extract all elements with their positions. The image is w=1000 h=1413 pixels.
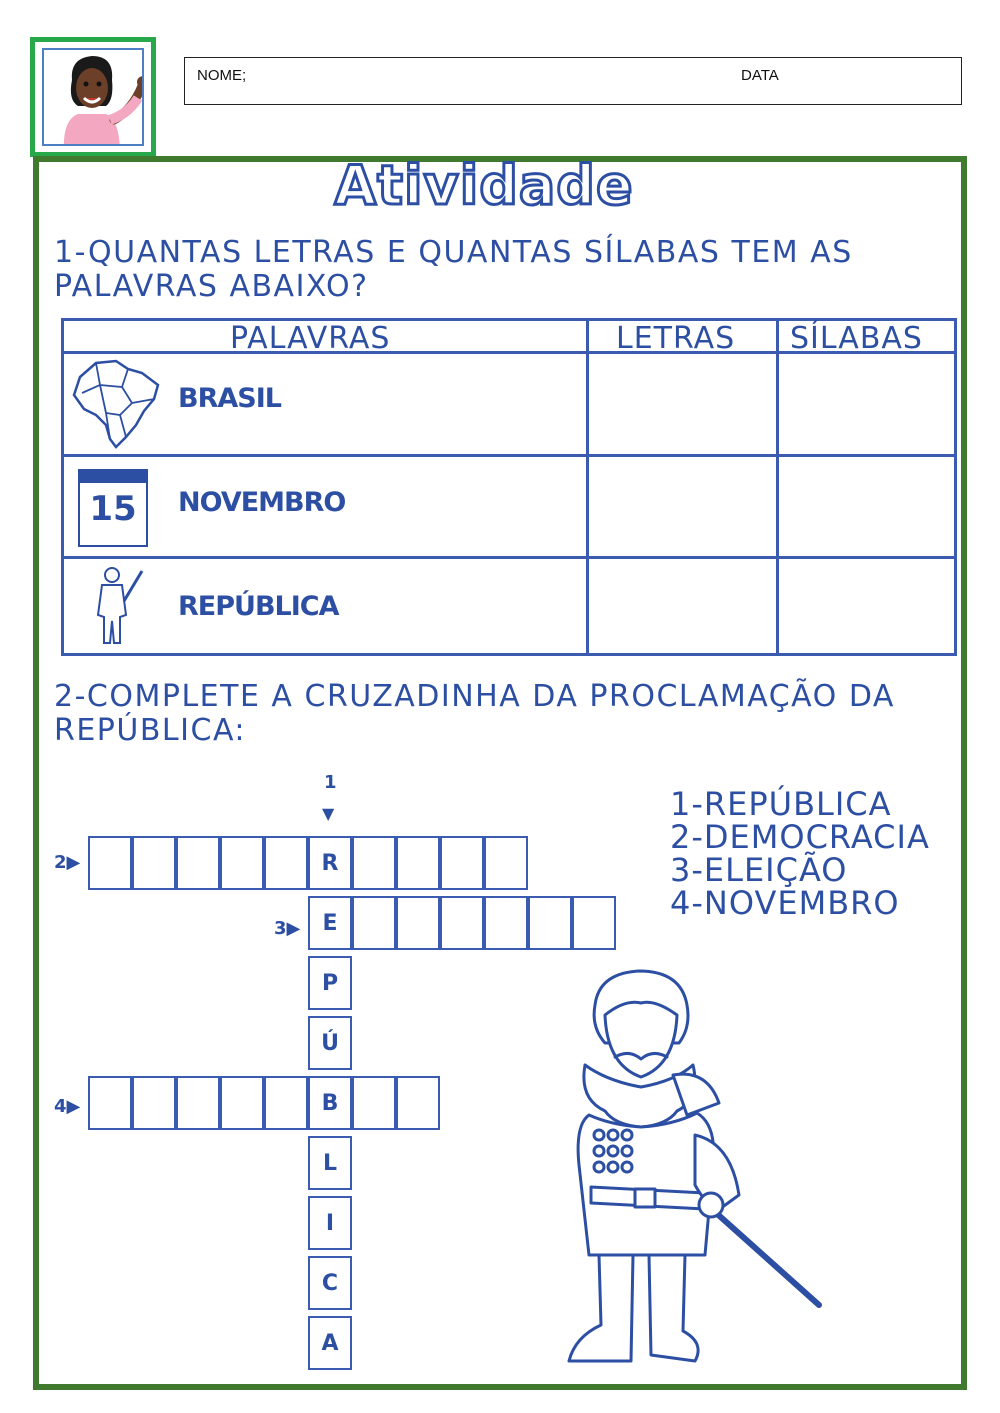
crossword-cell[interactable] [396,896,440,950]
crossword-cell[interactable] [396,836,440,890]
crossword-cell[interactable] [352,836,396,890]
teacher-avatar-icon [44,50,144,146]
crossword-cell[interactable] [88,1076,132,1130]
word-republica: REPÚBLICA [178,591,339,622]
clue-number-2: 2▶ [54,852,81,873]
question-1-line-2: PALAVRAS ABAIXO? [54,269,369,304]
word-brasil: BRASIL [178,383,281,414]
avatar [42,48,144,146]
arrow-down-icon: ▼ [322,804,335,823]
crossword-cell[interactable] [132,1076,176,1130]
letras-input-brasil[interactable] [589,354,776,454]
crossword-cell[interactable] [440,896,484,950]
letras-input-republica[interactable] [589,559,776,653]
silabas-input-republica[interactable] [779,559,954,653]
clue-number-3: 3▶ [274,918,301,939]
crossword-cell[interactable] [176,836,220,890]
crossword-cell[interactable] [176,1076,220,1130]
header-palavras: PALAVRAS [230,321,391,356]
crossword-cell[interactable] [220,1076,264,1130]
brazil-map-icon [70,355,162,451]
answer-item: 1-REPÚBLICA [670,785,892,823]
crossword-cell[interactable] [528,896,572,950]
header-letras: LETRAS [616,321,736,356]
crossword-cell-letter: P [308,956,352,1010]
question-2-line-1: 2-COMPLETE A CRUZADINHA DA PROCLAMAÇÃO DA [54,679,895,714]
crossword-cell[interactable] [88,836,132,890]
crossword-cell-letter: Ú [308,1016,352,1070]
word-novembro: NOVEMBRO [178,487,346,518]
words-table [61,318,957,656]
soldier-icon [90,565,146,647]
crossword-cell[interactable] [264,836,308,890]
question-2-line-2: REPÚBLICA: [54,713,247,748]
question-1-line-1: 1-QUANTAS LETRAS E QUANTAS SÍLABAS TEM AS [54,235,853,270]
crossword-cell[interactable] [352,1076,396,1130]
name-label: NOME; [197,67,247,84]
name-date-box[interactable] [184,57,962,105]
date-label: DATA [741,67,779,84]
answer-item: 4-NOVEMBRO [670,884,900,922]
calendar-icon [78,469,148,547]
calendar-day: 15 [89,489,137,529]
crossword-cell-letter: I [308,1196,352,1250]
crossword-cell[interactable] [132,836,176,890]
crossword-cell[interactable] [264,1076,308,1130]
crossword-cell[interactable] [396,1076,440,1130]
crossword-cell-letter: E [308,896,352,950]
crossword-cell-letter: R [308,836,352,890]
clue-number-4: 4▶ [54,1096,81,1117]
crossword-cell-letter: A [308,1316,352,1370]
crossword-cell[interactable] [572,896,616,950]
page-title: Atividade [334,154,634,217]
header-silabas: SÍLABAS [790,321,923,356]
crossword-cell[interactable] [440,836,484,890]
silabas-input-novembro[interactable] [779,457,954,556]
answer-item: 2-DEMOCRACIA [670,818,930,856]
answer-item: 3-ELEIÇÃO [670,851,848,889]
crossword-cell[interactable] [352,896,396,950]
crossword-cell-letter: L [308,1136,352,1190]
crossword-cell-letter: C [308,1256,352,1310]
crossword-cell[interactable] [484,836,528,890]
letras-input-novembro[interactable] [589,457,776,556]
crossword-cell[interactable] [484,896,528,950]
marshal-deodoro-illustration [555,965,830,1385]
clue-number-1: 1 [324,772,337,793]
crossword-cell[interactable] [220,836,264,890]
answer-list [670,785,930,922]
avatar-frame [30,37,156,157]
silabas-input-brasil[interactable] [779,354,954,454]
crossword-cell-letter: B [308,1076,352,1130]
